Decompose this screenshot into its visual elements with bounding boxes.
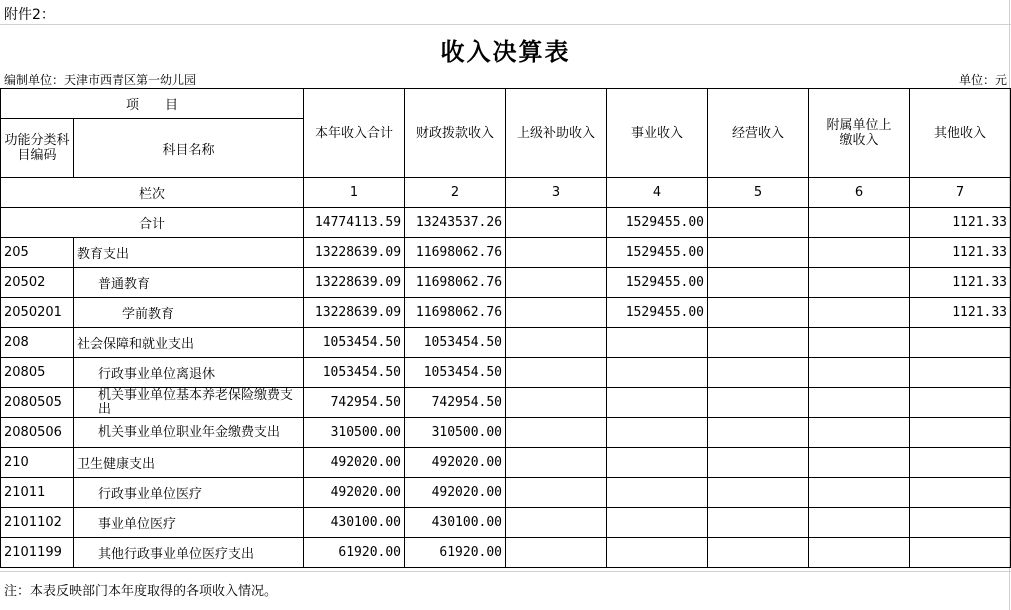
row-value [607, 538, 708, 568]
total-value [708, 208, 809, 238]
row-value [809, 238, 910, 268]
row-value [506, 508, 607, 538]
total-value: 1529455.00 [607, 208, 708, 238]
header-col-6: 附属单位上缴收入 [809, 89, 910, 178]
header-col-4: 事业收入 [607, 89, 708, 178]
header-col-3: 上级补助收入 [506, 89, 607, 178]
table-row [1, 298, 1011, 328]
income-table [0, 88, 1011, 568]
row-value: 1529455.00 [607, 238, 708, 268]
table-row [1, 388, 1011, 418]
top-divider [0, 24, 1011, 25]
row-name: 普通教育 [74, 268, 304, 298]
row-value [506, 268, 607, 298]
row-code: 205 [1, 238, 74, 268]
row-name: 事业单位医疗 [74, 508, 304, 538]
lanci-label: 栏次 [1, 178, 304, 208]
total-value [809, 208, 910, 238]
header-name: 科目名称 [74, 119, 304, 178]
row-value [708, 268, 809, 298]
row-code: 208 [1, 328, 74, 358]
row-value: 11698062.76 [405, 268, 506, 298]
row-value [809, 478, 910, 508]
row-value [506, 358, 607, 388]
row-code: 2050201 [1, 298, 74, 328]
row-name: 其他行政事业单位医疗支出 [74, 538, 304, 568]
row-value: 61920.00 [304, 538, 405, 568]
table-row [1, 358, 1011, 388]
row-value [506, 388, 607, 418]
footnote: 注：本表反映部门本年度取得的各项收入情况。 [4, 584, 278, 599]
row-value: 1053454.50 [405, 328, 506, 358]
row-value [506, 478, 607, 508]
table-row [1, 448, 1011, 478]
row-value [708, 238, 809, 268]
total-row [1, 208, 1011, 238]
row-name: 行政事业单位离退休 [74, 358, 304, 388]
row-value: 1053454.50 [304, 358, 405, 388]
row-value: 430100.00 [304, 508, 405, 538]
row-value [506, 418, 607, 448]
header-col-2: 财政拨款收入 [405, 89, 506, 178]
row-value [506, 328, 607, 358]
col-num: 5 [708, 178, 809, 208]
row-value [910, 328, 1011, 358]
row-code: 20805 [1, 358, 74, 388]
total-label: 合计 [1, 208, 304, 238]
row-value [910, 538, 1011, 568]
row-value [708, 328, 809, 358]
row-value [809, 388, 910, 418]
row-value: 1121.33 [910, 268, 1011, 298]
row-name: 学前教育 [74, 298, 304, 328]
row-value [607, 418, 708, 448]
page-title: 收入决算表 [440, 38, 571, 66]
row-value: 492020.00 [304, 448, 405, 478]
table-row [1, 478, 1011, 508]
row-value [809, 508, 910, 538]
row-value: 430100.00 [405, 508, 506, 538]
row-value: 1121.33 [910, 298, 1011, 328]
row-value: 13228639.09 [304, 238, 405, 268]
row-value [708, 388, 809, 418]
row-value: 492020.00 [405, 448, 506, 478]
row-code: 21011 [1, 478, 74, 508]
row-value: 11698062.76 [405, 298, 506, 328]
row-value: 1053454.50 [304, 328, 405, 358]
row-value [809, 418, 910, 448]
row-value [910, 388, 1011, 418]
currency-unit: 单位：元 [958, 73, 1007, 87]
row-value [708, 418, 809, 448]
row-value: 13228639.09 [304, 268, 405, 298]
row-value [607, 358, 708, 388]
row-value: 492020.00 [405, 478, 506, 508]
row-value: 1529455.00 [607, 298, 708, 328]
table-row [1, 268, 1011, 298]
row-value: 1053454.50 [405, 358, 506, 388]
row-value [910, 508, 1011, 538]
table-row [1, 418, 1011, 448]
row-value [809, 538, 910, 568]
row-value [708, 298, 809, 328]
row-value [910, 418, 1011, 448]
row-value: 310500.00 [304, 418, 405, 448]
attachment-label: 附件2： [4, 7, 55, 23]
row-code: 210 [1, 448, 74, 478]
row-value: 1121.33 [910, 238, 1011, 268]
row-value [607, 508, 708, 538]
col-num: 6 [809, 178, 910, 208]
table-row [1, 538, 1011, 568]
table-row [1, 508, 1011, 538]
row-value: 742954.50 [304, 388, 405, 418]
row-value [809, 448, 910, 478]
row-value: 310500.00 [405, 418, 506, 448]
row-value [809, 298, 910, 328]
row-value [506, 448, 607, 478]
row-value [607, 478, 708, 508]
header-col-5: 经营收入 [708, 89, 809, 178]
row-value [910, 448, 1011, 478]
row-value: 742954.50 [405, 388, 506, 418]
total-value [506, 208, 607, 238]
row-value [607, 388, 708, 418]
header-col-1: 本年收入合计 [304, 89, 405, 178]
row-value [506, 538, 607, 568]
row-value [809, 268, 910, 298]
row-value [607, 328, 708, 358]
col-num: 1 [304, 178, 405, 208]
total-value: 13243537.26 [405, 208, 506, 238]
row-value [607, 448, 708, 478]
row-value [910, 358, 1011, 388]
row-value [910, 478, 1011, 508]
row-value [506, 298, 607, 328]
row-value: 11698062.76 [405, 238, 506, 268]
row-name: 卫生健康支出 [74, 448, 304, 478]
row-name: 行政事业单位医疗 [74, 478, 304, 508]
header-item: 项 目 [1, 89, 304, 119]
row-value [506, 238, 607, 268]
row-name: 社会保障和就业支出 [74, 328, 304, 358]
row-code: 2101199 [1, 538, 74, 568]
row-value: 1529455.00 [607, 268, 708, 298]
row-value [708, 538, 809, 568]
row-name: 机关事业单位基本养老保险缴费支出 [74, 388, 304, 418]
total-value: 14774113.59 [304, 208, 405, 238]
col-num: 4 [607, 178, 708, 208]
row-code: 2080506 [1, 418, 74, 448]
header-col-7: 其他收入 [910, 89, 1011, 178]
column-number-row [1, 178, 1011, 208]
row-value [708, 358, 809, 388]
row-value: 61920.00 [405, 538, 506, 568]
row-value [708, 508, 809, 538]
row-value: 13228639.09 [304, 298, 405, 328]
row-code: 2080505 [1, 388, 74, 418]
table-row [1, 238, 1011, 268]
col-num: 2 [405, 178, 506, 208]
row-code: 2101102 [1, 508, 74, 538]
col-num: 7 [910, 178, 1011, 208]
row-name: 教育支出 [74, 238, 304, 268]
bottom-divider [0, 571, 1011, 572]
header-code: 功能分类科目编码 [1, 119, 74, 178]
table-row [1, 328, 1011, 358]
compiling-unit: 编制单位：天津市西青区第一幼儿园 [4, 73, 197, 87]
total-value: 1121.33 [910, 208, 1011, 238]
row-value [809, 328, 910, 358]
row-value [708, 478, 809, 508]
row-code: 20502 [1, 268, 74, 298]
row-value [809, 358, 910, 388]
col-num: 3 [506, 178, 607, 208]
row-name: 机关事业单位职业年金缴费支出 [74, 418, 304, 448]
row-value [708, 448, 809, 478]
row-value: 492020.00 [304, 478, 405, 508]
